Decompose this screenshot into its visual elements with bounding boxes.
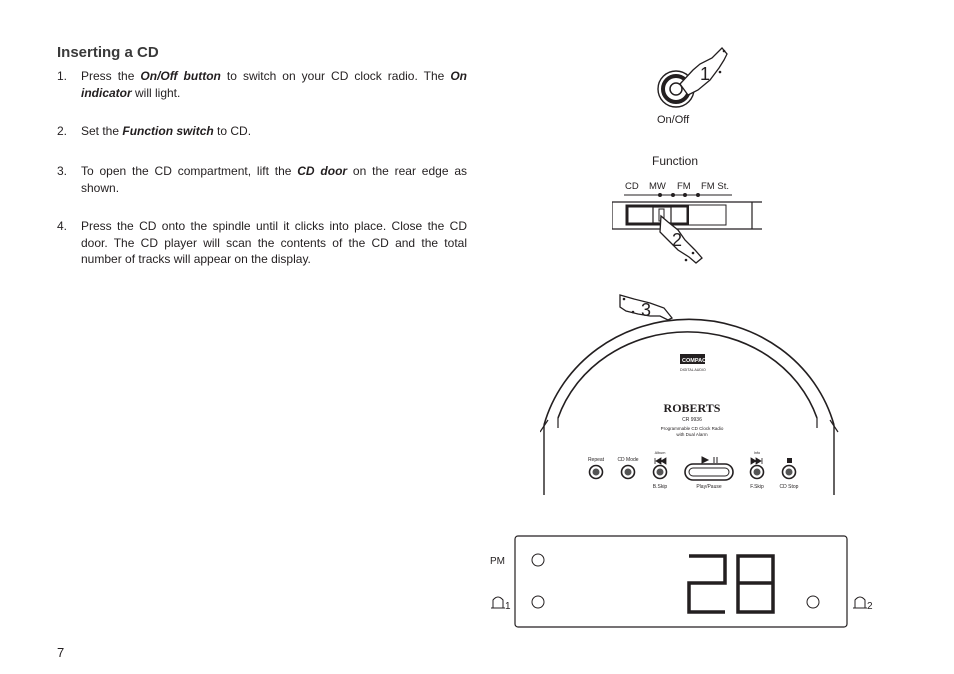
position-dot [696,193,700,197]
product-tagline: Programmable CD Clock Radio [660,426,724,431]
function-position-cd: CD [625,181,639,192]
skip-back-icon [655,458,666,464]
step-text: Press the On/Off button to switch on your CD clock radio. The On indicator will light. [81,69,467,100]
emphasis-function-switch: Function switch [122,124,214,138]
button-center [657,469,664,476]
alarm1-label: 1 [505,601,511,612]
alarm-bell-icon [853,597,867,608]
step-number: 4. [57,219,68,233]
display-figure [485,530,885,635]
position-dot [671,193,675,197]
section-heading: Inserting a CD [57,44,159,61]
play-pause-button[interactable] [685,464,733,480]
product-tagline: with Dual Alarm [676,432,708,437]
model-number: CR 9936 [682,417,702,423]
cd-radio-figure [540,280,840,500]
brand-logo: ROBERTS [663,401,721,415]
function-position-mw: MW [649,181,666,192]
step-text: Press the CD onto the spindle until it clicks into place. Close the CD door. The CD player will scan the contents of the CD and the total number of tracks will appear on the display. [81,219,467,266]
button-center [593,469,600,476]
cuff-dot [692,252,695,255]
button-center [625,469,632,476]
alarm-bell-icon [491,597,505,608]
step-2 [57,123,467,140]
position-dot [658,193,662,197]
function-title: Function [652,154,699,168]
step-text: Set the Function switch to CD. [81,124,252,138]
alarm2-label: 2 [867,601,873,612]
cuff-dot [685,259,688,262]
b-skip-label: B.Skip [652,484,668,490]
display-digits-value: 28 [485,530,487,531]
cd-mode-label: CD Mode [617,457,639,463]
step-number: 3. [57,164,68,178]
onoff-label: On/Off [657,114,690,126]
position-dot [683,193,687,197]
play-pause-icon [702,457,717,463]
info-label: Info [753,451,761,455]
page-number: 7 [57,645,65,660]
cuff-dot [623,298,626,301]
album-label: Album [654,451,666,455]
cuff-dot [632,311,635,314]
cd-stop-label: CD Stop [779,484,799,490]
stop-icon [787,458,792,463]
f-skip-label: F.Skip [750,484,764,490]
skip-forward-icon [751,458,762,464]
compact-disc-logo-text: COMPACT [682,358,710,364]
step-number: 2. [57,124,68,138]
button-center [754,469,761,476]
callout-number: 2 [672,230,683,250]
step-3 [57,163,467,196]
lcd-display [515,536,847,627]
pm-label: PM [490,556,505,567]
step-number: 1. [57,69,68,83]
onoff-figure [640,40,750,130]
step-4 [57,218,467,268]
callout-number: 3 [641,300,652,320]
step-text: To open the CD compartment, lift the CD door on the rear edge as shown. [81,164,467,195]
function-position-fm: FM [677,181,691,192]
cuff-dot [719,71,722,74]
button-center [786,469,793,476]
emphasis-onoff-button: On/Off button [140,69,221,83]
repeat-label: Repeat [587,457,605,463]
callout-number: 1 [700,64,711,84]
emphasis-cd-door: CD door [297,164,348,178]
step-1 [57,68,467,101]
function-position-fmst: FM St. [701,181,729,192]
emphasis-on-indicator: On indicator [81,69,467,100]
play-pause-label: Play/Pause [696,484,722,490]
compact-disc-logo-sub: DIGITAL AUDIO [680,368,706,372]
cuff-dot [723,50,726,53]
function-switch-figure [612,150,772,270]
